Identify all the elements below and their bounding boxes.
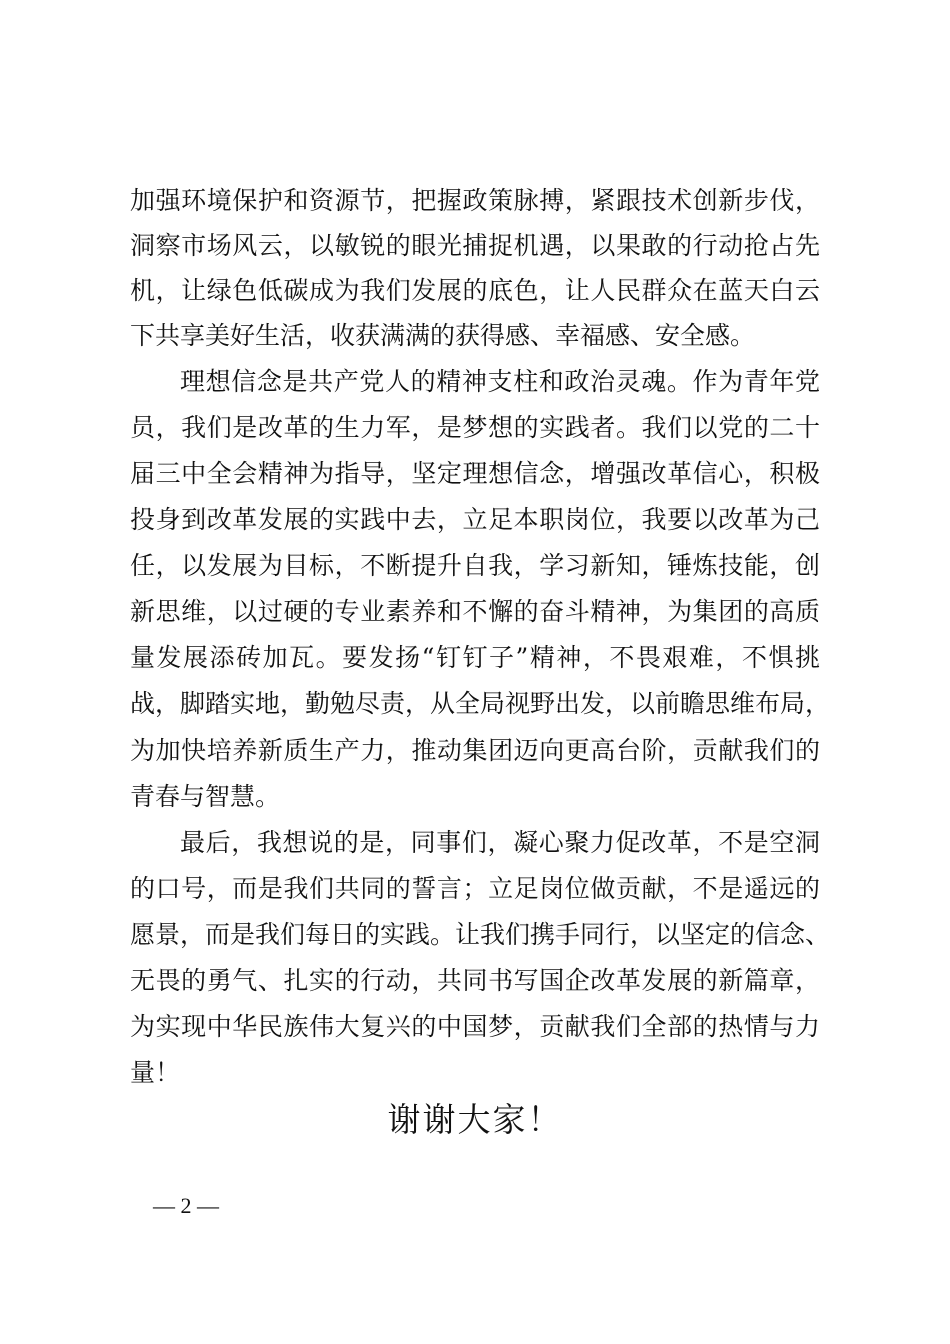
paragraph-3-line-6: 量！ [130,1058,181,1087]
paragraph-2-line-5: 任，以发展为目标，不断提升自我，学习新知，锤炼技能，创 [130,551,820,580]
paragraph-2-line-4: 投身到改革发展的实践中去，立足本职岗位，我要以改革为己 [130,505,820,534]
paragraph-2-line-6: 新思维，以过硬的专业素养和不懈的奋斗精神，为集团的高质 [130,597,820,626]
paragraph-2-line-2: 员，我们是改革的生力军，是梦想的实践者。我们以党的二十 [130,413,820,442]
paragraph-1-line-3: 机，让绿色低碳成为我们发展的底色，让人民群众在蓝天白云 [130,276,820,305]
paragraph-3-line-3: 愿景，而是我们每日的实践。让我们携手同行，以坚定的信念、 [130,920,831,949]
paragraph-1-line-4: 下共享美好生活，收获满满的获得感、幸福感、安全感。 [130,321,756,350]
paragraph-2-line-8: 战，脚踏实地，勤勉尽责，从全局视野出发，以前瞻思维布局， [130,689,831,718]
paragraph-3-line-5: 为实现中华民族伟大复兴的中国梦，贡献我们全部的热情与力 [130,1012,820,1041]
paragraph-3-line-1: 最后，我想说的是，同事们，凝心聚力促改革，不是空洞 [180,828,820,857]
paragraph-2-line-9: 为加快培养新质生产力，推动集团迈向更高台阶，贡献我们的 [130,736,820,765]
paragraph-2-line-1: 理想信念是共产党人的精神支柱和政治灵魂。作为青年党 [180,367,820,396]
paragraph-3-line-2: 的口号，而是我们共同的誓言；立足岗位做贡献，不是遥远的 [130,874,820,903]
paragraph-1-line-1: 加强环境保护和资源节，把握政策脉搏，紧跟技术创新步伐， [130,186,820,215]
paragraph-1-line-2: 洞察市场风云，以敏锐的眼光捕捉机遇，以果敢的行动抢占先 [130,231,820,260]
paragraph-3-line-4: 无畏的勇气、扎实的行动，共同书写国企改革发展的新篇章， [130,966,820,995]
page-number: — 2 — [153,1193,219,1218]
paragraph-2-line-10: 青春与智慧。 [130,782,281,811]
closing-remark: 谢谢大家！ [387,1100,563,1139]
paragraph-2-line-7: 量发展添砖加瓦。要发扬“钉钉子”精神，不畏艰难，不惧挑 [130,643,820,672]
paragraph-2-line-3: 届三中全会精神为指导，坚定理想信念，增强改革信心，积极 [130,459,820,488]
